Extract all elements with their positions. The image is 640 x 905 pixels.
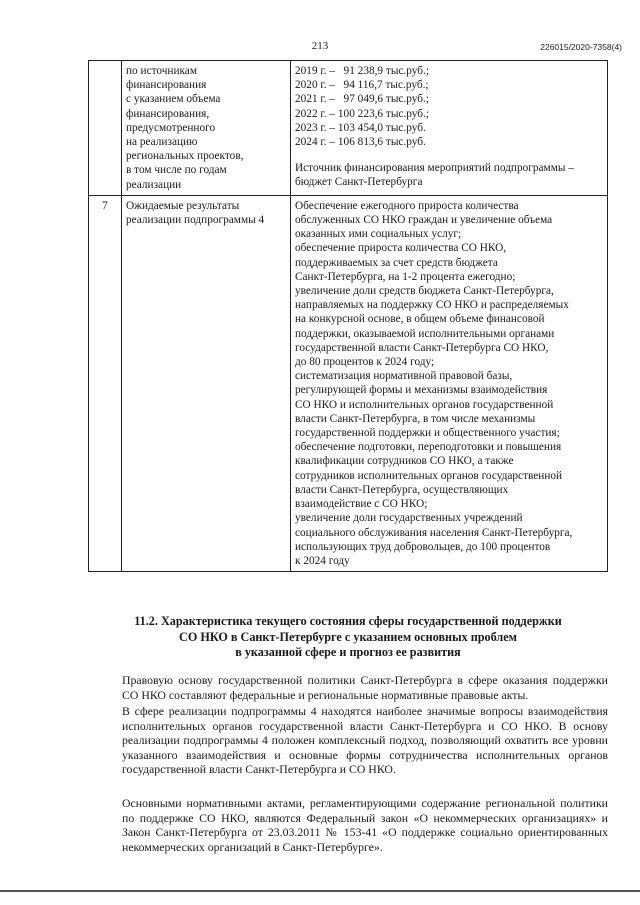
results-line: обеспечение подготовки, переподготовки и повышения xyxy=(295,441,562,454)
paragraph-text: Правовую основу государственной политики Санкт-Петербурга в сфере оказания поддержки СО НКО составляют федеральные и региональные нормативные правовые акты. xyxy=(122,673,608,702)
results-line: квалификации сотрудников СО НКО, а также xyxy=(295,455,514,468)
results-line: регулирующей формы и механизмы взаимодействия xyxy=(295,384,548,397)
row-number-cell: 7 xyxy=(89,195,122,571)
table-row-funding xyxy=(89,61,608,196)
section-heading xyxy=(88,614,608,661)
funding-year-line: 2020 г. – 94 116,7 тыс.руб.; xyxy=(295,79,429,92)
results-line: взаимодействие с СО НКО; xyxy=(295,498,428,511)
paragraph-text: В сфере реализации подпрограммы 4 находятся наиболее значимые вопросы взаимодействия исполнительных органов государственной власти Санкт-Петербурга и СО НКО. В основу реализации подпрограммы 4 положен комплексный подход, позволяющий охватить все уровни указанного взаимодействия и основные формы сотрудничества исполнительных органов государственной власти Санкт-Петербурга и СО НКО. xyxy=(122,704,608,777)
results-line: государственной власти Санкт-Петербурга СО НКО, xyxy=(295,341,549,354)
funding-label-line: финансирования xyxy=(126,79,207,92)
results-content-cell xyxy=(291,195,608,571)
results-line: Обеспечение ежегодного прироста количества xyxy=(295,199,519,212)
section-heading-line: в указанной сфере и прогноз ее развития xyxy=(235,645,461,659)
results-line: оказанных ими социальных услуг; xyxy=(295,228,462,241)
funding-label-line: финансирования, xyxy=(126,107,210,120)
results-line: увеличение доли государственных учреждений xyxy=(295,512,523,525)
page-number: 213 xyxy=(311,40,329,52)
section-heading-line: 11.2. Характеристика текущего состояния сферы государственной поддержки xyxy=(134,614,562,628)
funding-year-line: 2022 г. – 100 223,6 тыс.руб.; xyxy=(295,107,429,120)
funding-label-line: предусмотренного xyxy=(126,121,216,134)
results-line: к 2024 году xyxy=(295,554,350,567)
results-line: обеспечение прироста количества СО НКО, xyxy=(295,242,507,255)
paragraph-text: Основными нормативными актами, регламентирующими содержание региональной политики по поддержке СО НКО, являются Федеральный закон «О некоммерческих организациях» и Закон Санкт-Петербурга от 23.03.2011 № 153-41 «О поддержке социально ориентированных некоммерческих организаций в Санкт-Петербурге». xyxy=(122,796,608,854)
results-line: на конкурсной основе, в общем объеме финансовой xyxy=(295,313,545,326)
results-line: поддерживаемых за счет средств бюджета xyxy=(295,256,498,269)
results-line: СО НКО и исполнительных органов государственной xyxy=(295,398,554,411)
results-line: власти Санкт-Петербурга, в том числе механизмы xyxy=(295,412,536,425)
results-line: власти Санкт-Петербурга, осуществляющих xyxy=(295,483,509,496)
results-line: использующих труд добровольцев, до 100 процентов xyxy=(295,540,551,553)
funding-source-line: бюджет Санкт-Петербурга xyxy=(295,176,423,189)
results-label-cell xyxy=(122,195,291,571)
results-line: направляемых на поддержку СО НКО и распределяемых xyxy=(295,299,569,312)
body-paragraph xyxy=(88,796,608,854)
funding-year-line: 2021 г. – 97 049,6 тыс.руб.; xyxy=(295,93,429,106)
results-line: поддержки, оказываемой исполнительными органами xyxy=(295,327,555,340)
funding-label-line: на реализацию xyxy=(126,136,198,149)
funding-label-line: региональных проектов, xyxy=(126,150,244,163)
subprogram-passport-table xyxy=(88,60,608,572)
funding-year-line: 2023 г. – 103 454,0 тыс.руб. xyxy=(295,121,426,134)
footer-divider xyxy=(0,890,640,892)
funding-year-line: 2024 г. – 106 813,6 тыс.руб. xyxy=(295,136,426,149)
body-paragraph xyxy=(88,704,608,777)
funding-label-line: реализации xyxy=(126,178,182,191)
body-paragraph xyxy=(88,673,608,702)
results-label-line: Ожидаемые результаты xyxy=(126,199,240,212)
row-number-cell xyxy=(89,61,122,196)
funding-label-line: по источникам xyxy=(126,65,197,77)
results-line: систематизация нормативной правовой базы, xyxy=(295,370,513,383)
results-line: сотрудников исполнительных органов государственной xyxy=(295,469,563,482)
results-line: государственной поддержки и общественного участия; xyxy=(295,427,560,440)
funding-label-cell xyxy=(122,61,291,196)
results-line: Санкт-Петербурга, на 1-2 процента ежегодно; xyxy=(295,270,516,283)
document-code: 226015/2020-7358(4) xyxy=(540,42,622,52)
funding-year-line: 2019 г. – 91 238,9 тыс.руб.; xyxy=(295,65,429,77)
results-line: до 80 процентов к 2024 году; xyxy=(295,356,435,369)
results-line: увеличение доли средств бюджета Санкт-Петербурга, xyxy=(295,285,554,298)
funding-source-line: Источник финансирования мероприятий подпрограммы – xyxy=(295,162,574,175)
section-heading-line: СО НКО в Санкт-Петербурге с указанием основных проблем xyxy=(179,629,517,644)
table-row-expected-results xyxy=(89,195,608,571)
funding-label-line: с указанием объема xyxy=(126,93,221,106)
funding-label-line: в том числе по годам xyxy=(126,164,227,177)
results-line: обслуженных СО НКО граждан и увеличение объема xyxy=(295,214,553,227)
results-line: социального обслуживания населения Санкт-Петербурга, xyxy=(295,526,573,539)
results-label-line: реализации подпрограммы 4 xyxy=(126,214,265,227)
funding-values-cell xyxy=(291,61,608,196)
